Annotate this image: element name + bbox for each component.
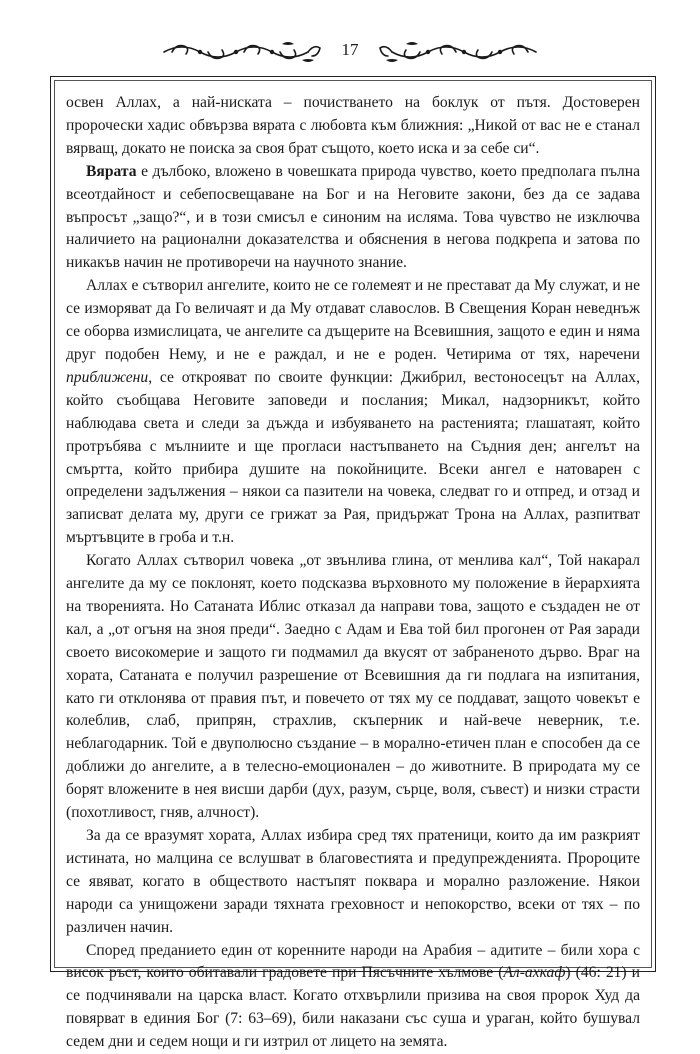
left-floral-ornament-icon <box>162 38 322 64</box>
paragraph-3-text-b: , се открояват по своите функции: Джибрил, вестоносецът на Аллах, който съобщава Неговите заповеди и послания; Микал, надзорникът, който наблюдава света и следи за дъжда и избуяването на растенията; глашатаят, който протръбява с мълниите и ще проглаcи настъпването на Съдния ден; ангелът на смъртта, който прибира душите на покойниците. Всеки ангел е натоварен с определени задължения – някои са пазители на човека, следват го и отпред, и отзад и записват делата му, други се грижат за Рая, придържат Трона на Аллах, разпитват мъртъвците в гроба и т.н. <box>66 368 640 547</box>
page-header <box>0 28 700 72</box>
paragraph-5-text: За да се вразумят хората, Аллах избира сред тях пратеници, които да им разкрият истината, но малцина се вслушват в благовестията и предупрежденията. Пророците се явяват, когато в обществото настъпят покварa и морално разложение. Някои народи са унищожени заради тяхната греховност и непокорство, всеки от тях – по различен начин. <box>66 827 640 936</box>
paragraph-5 <box>66 825 640 940</box>
paragraph-3 <box>66 275 640 550</box>
right-floral-ornament-icon <box>378 38 538 64</box>
paragraph-6-text-b: ) (46: 21) и се подчинявали на царска власт. Когато отхвърлили призива на своя пророк Худ да повярват в единия Бог (7: 63–69), били наказани със суша и ураган, който бушувал седем дни и седем нощи и ги изтрил от лицето на земята. <box>66 964 640 1051</box>
paragraph-2 <box>66 161 640 276</box>
paragraph-1 <box>66 92 640 161</box>
paragraph-1-text: освен Аллах, а най-ниската – почистването на боклук от пътя. Достоверен пророчески хадис обвързва вярата с любовта към ближния: „Никой от вас не е станал вярващ, докато не поиска за своя брат същото, което иска и за себе си“. <box>66 94 640 157</box>
page-number: 17 <box>341 40 359 59</box>
paragraph-6 <box>66 940 640 1054</box>
paragraph-2-bold-term: Вярата <box>86 162 137 180</box>
paragraph-3-italic-term: приближени <box>66 368 149 386</box>
body-text <box>66 92 640 1054</box>
paragraph-4 <box>66 550 640 825</box>
paragraph-3-text-a: Аллах е сътворил ангелите, които не се големеят и не престават да Му служат, и не се изморяват да Го величаят и да Му отдават славослов. В Свещения Коран неведнъж се оборва измислицата, че ангелите са дъщерите на Всевишния, защото е един и няма друг подобен Нему, и не е раждал, и не е роден. Четирима от тях, наречени <box>66 277 640 363</box>
paragraph-2-text: е дълбоко, вложено в човешката природа чувство, което предполага пълна всеотдайност и себепосвещаване на Бог и на Неговите закони, без да се задава въпросът „защо?“, и в този смисъл е синоним на исляма. Това чувство не изключва наличието на рационални доказателства и обяснения в негова подкрепа и затова по никакъв начин не противоречи на научното знание. <box>66 162 640 272</box>
paragraph-4-text: Когато Аллах сътворил човека „от звънлива глина, от менлива кал“, Той накарал ангелите да му се поклонят, което подсказва върховното му положение в йерархията на творенията. Но Сатаната Иблис отказал да направи това, защото е създаден не от кал, а „от огъня на зноя преди“. Заедно с Адам и Ева той бил прогонен от Рая заради своето високомерие и защото ги подмамил да вкусят от забраненото дърво. Враг на хората, Сатаната е получил разрешение от Всевишния да ги подлага на изпитания, като ги отклонява от правия път, и повечето от тях му се поддават, защото човекът е колеблив, слаб, припрян, страхлив, скъперник и най-вече неверник, т.е. неблагодарник. Той е двуполюсно създание – в морално-етичен план е способен да се доближи до ангелите, а в телесно-емоционален – до животните. В природата му се борят вложените в нея висши дарби (дух, разум, сърце, воля, съвест) и низки страсти (похотливост, гняв, алчност). <box>66 552 640 822</box>
paragraph-6-text-a: Според преданието един от коренните народи на Арабия – адитите – били хора с висок ръст, които обитавали градовете при Пясъчните хълмове ( <box>66 941 640 982</box>
paragraph-6-italic-term: Ал-ахкаф <box>503 964 566 982</box>
